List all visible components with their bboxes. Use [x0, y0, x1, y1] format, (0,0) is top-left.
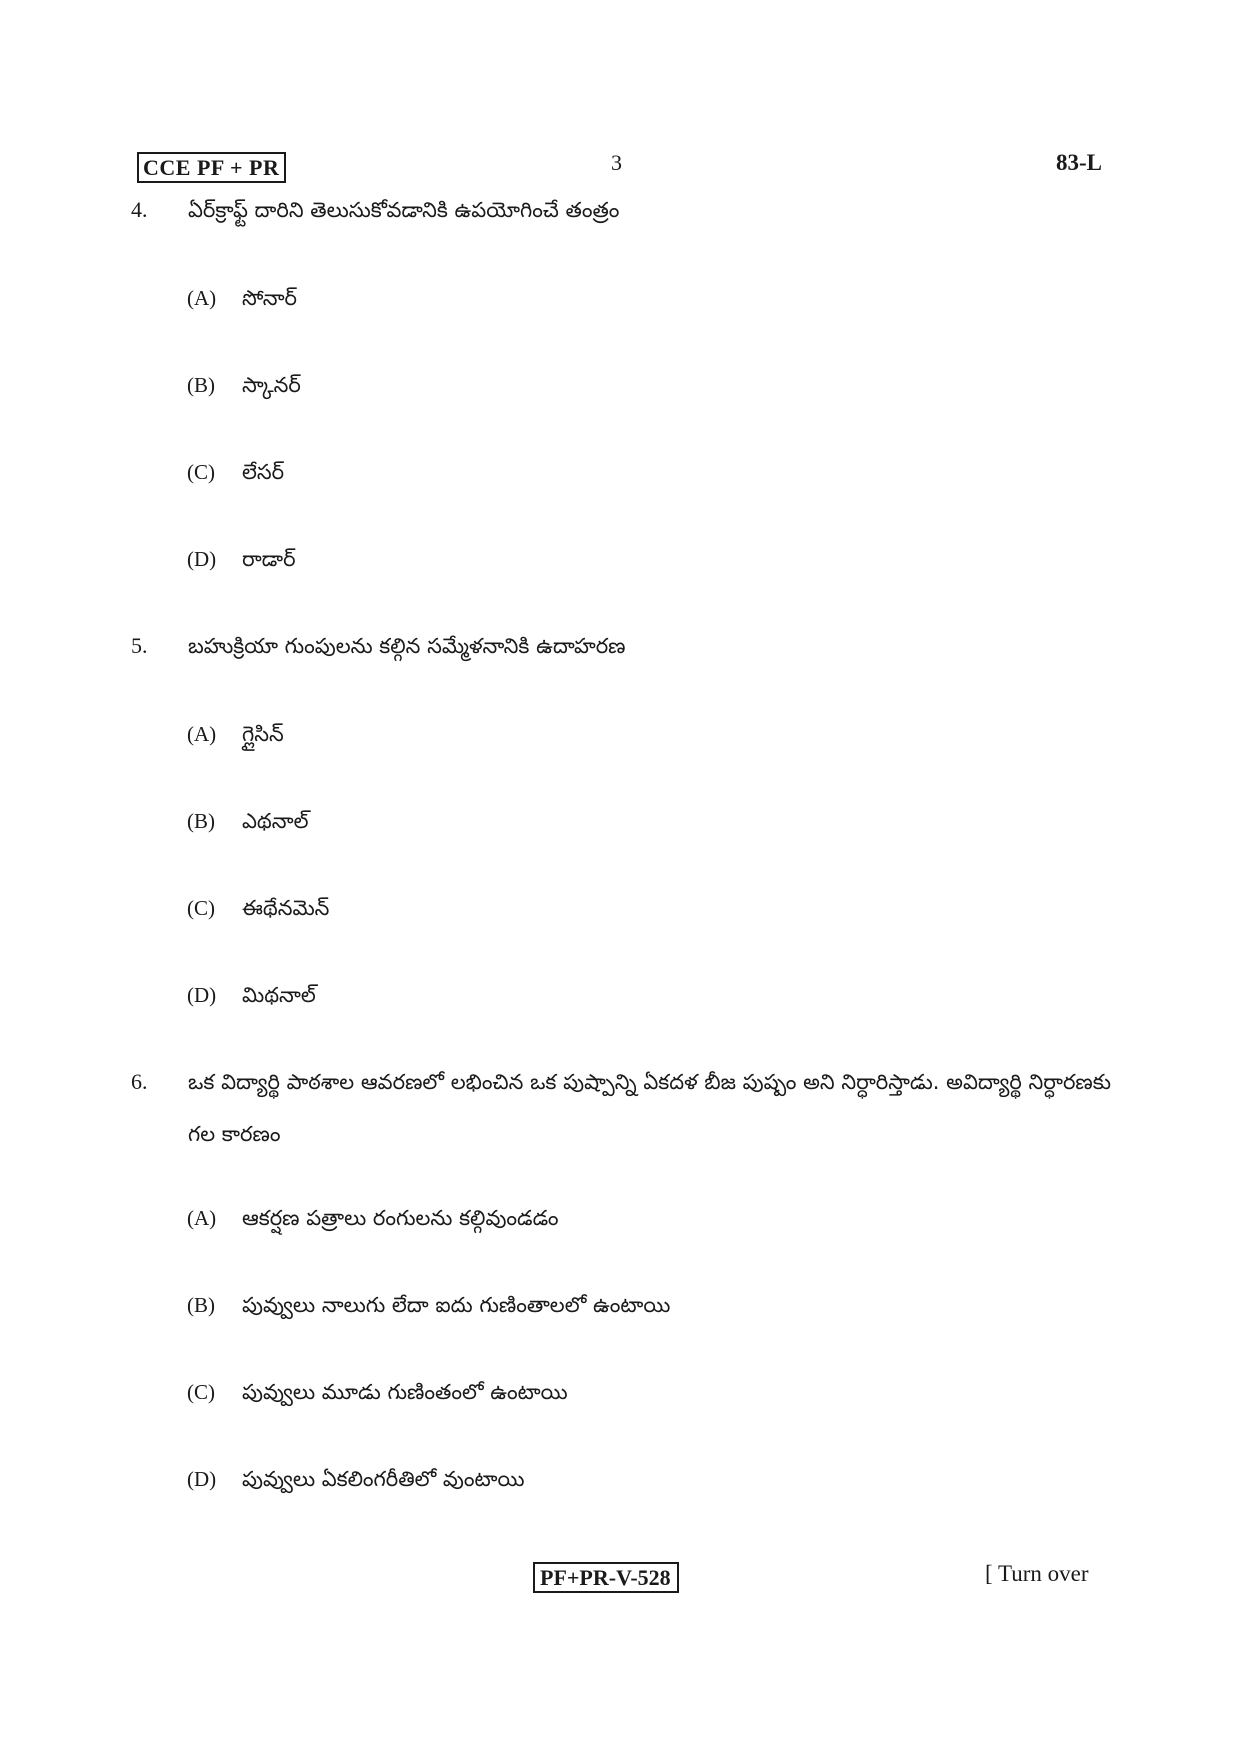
turn-over-note: [ Turn over — [985, 1561, 1089, 1586]
option-a — [187, 283, 1087, 317]
option-label: (A) — [187, 286, 217, 310]
option-text: లేసర్ — [242, 460, 285, 484]
option-label: (C) — [187, 896, 215, 920]
option-label: (A) — [187, 1206, 217, 1230]
question-text: ఏర్‌క్రాఫ్ట్ దారిని తెలుసుకోవడానికి ఉపయోగించే తంత్రం — [188, 198, 620, 222]
question-number: 5. — [131, 633, 148, 658]
question-text: ఒక విద్యార్థి పాఠశాల ఆవరణలో లభించిన ఒక పుష్పాన్ని ఏకదళ బీజ పుష్పం అని నిర్ధారిస్తాడు. అవిద్యార్థి నిర్ధారణకు గల కారణం — [188, 1070, 1111, 1146]
option-a — [187, 719, 1087, 753]
option-text: పువ్వులు నాలుగు లేదా ఐదు గుణింతాలలో ఉంటాయి — [242, 1293, 671, 1317]
exam-code-box: CCE PF + PR — [137, 152, 286, 183]
option-d — [187, 1464, 1087, 1498]
option-label: (B) — [187, 1293, 215, 1317]
option-text: రాడార్ — [242, 547, 296, 571]
option-text: ఆకర్షణ పత్రాలు రంగులను కల్గివుండడం — [242, 1206, 559, 1230]
option-label: (A) — [187, 722, 217, 746]
option-label: (D) — [187, 547, 217, 571]
question-number: 4. — [131, 197, 148, 222]
option-c — [187, 457, 1087, 491]
option-label: (B) — [187, 373, 215, 397]
question-number: 6. — [131, 1069, 148, 1094]
option-label: (B) — [187, 809, 215, 833]
option-text: ఈథేనమెన్ — [242, 896, 330, 920]
option-c — [187, 1377, 1087, 1411]
paper-code: 83-L — [1056, 150, 1102, 175]
footer-code-box: PF+PR-V-528 — [533, 1562, 679, 1593]
option-d — [187, 544, 1087, 578]
option-label: (C) — [187, 1380, 215, 1404]
option-label: (D) — [187, 983, 217, 1007]
option-text: గ్లైసిన్ — [242, 722, 284, 746]
option-text: ఎథనాల్ — [242, 809, 309, 833]
option-b — [187, 806, 1087, 840]
question-text: బహుక్రియా గుంపులను కల్గిన సమ్మేళనానికి ఉదాహరణ — [188, 634, 626, 658]
option-text: పువ్వులు మూడు గుణింతంలో ఉంటాయి — [242, 1380, 568, 1404]
option-b — [187, 370, 1087, 404]
option-text: పువ్వులు ఏకలింగరీతిలో వుంటాయి — [242, 1467, 525, 1491]
option-b — [187, 1290, 1087, 1324]
option-text: మిథనాల్ — [242, 983, 316, 1007]
option-c — [187, 893, 1087, 927]
option-d — [187, 980, 1087, 1014]
option-text: సోనార్ — [242, 286, 297, 310]
option-a — [187, 1203, 1087, 1237]
page-number: 3 — [611, 150, 622, 175]
option-label: (C) — [187, 460, 215, 484]
option-text: స్కానర్ — [242, 373, 301, 397]
option-label: (D) — [187, 1467, 217, 1491]
